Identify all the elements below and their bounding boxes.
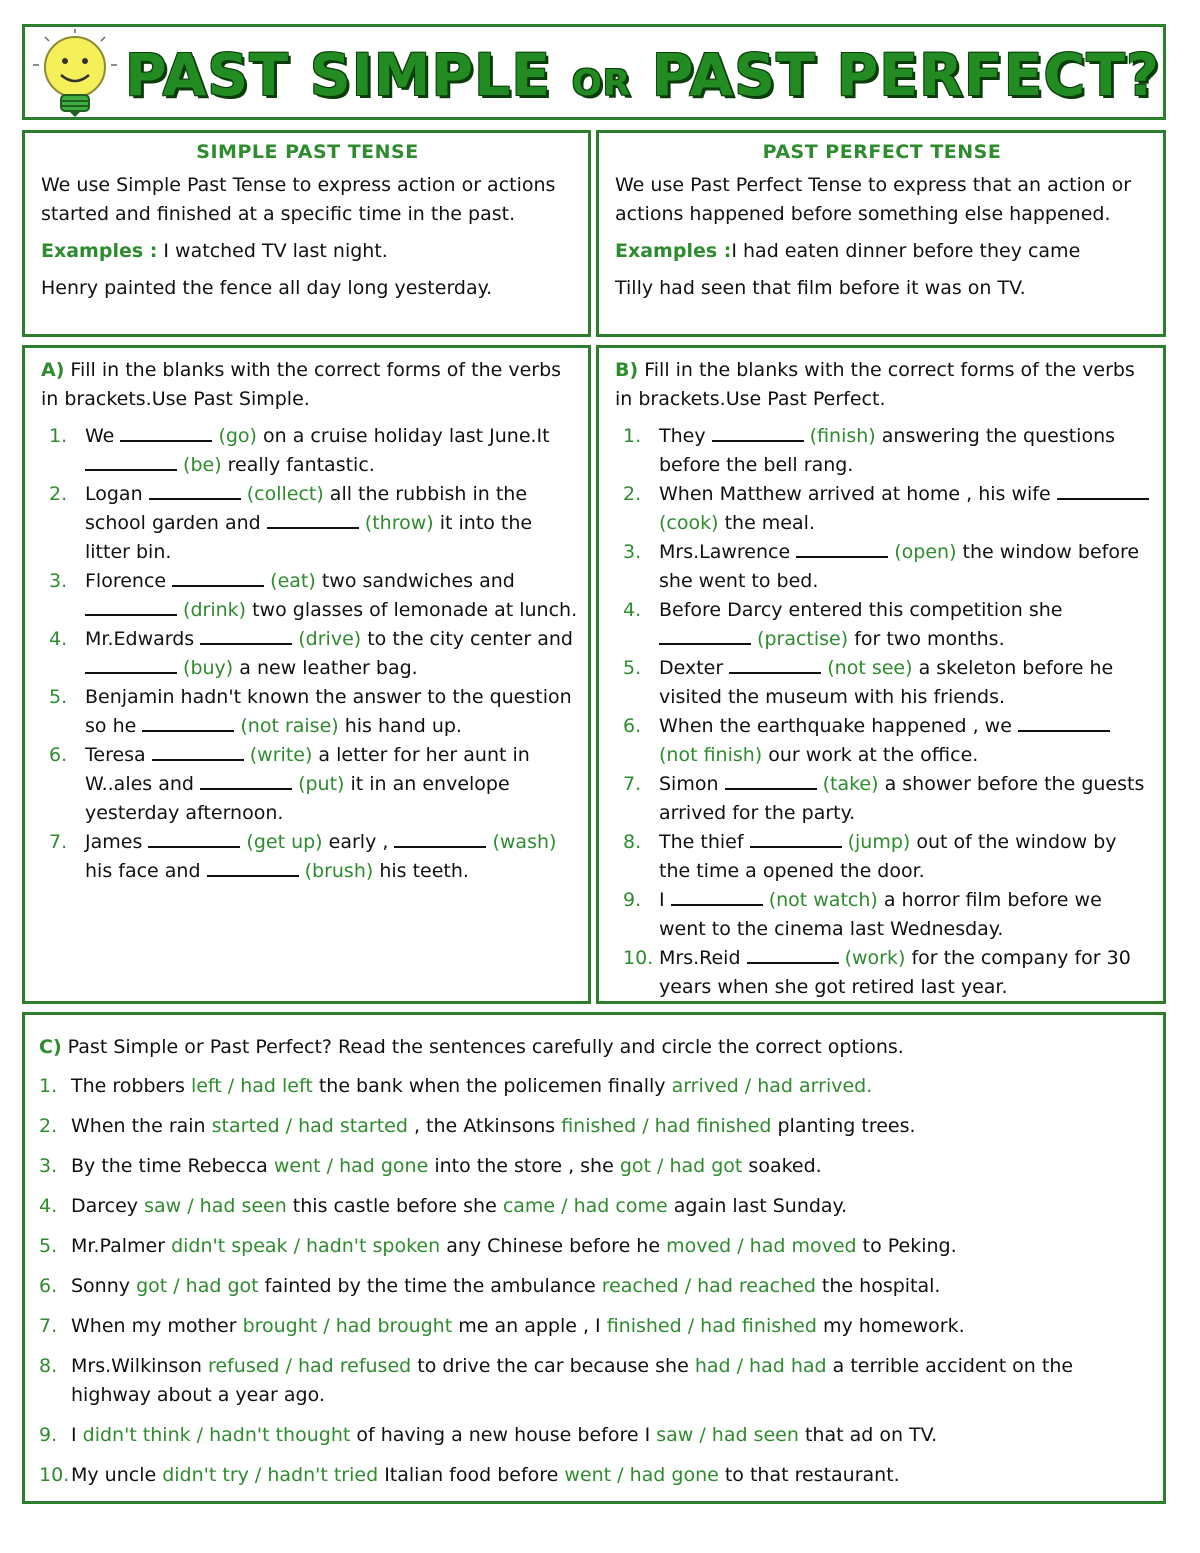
sentence-text: Italian food before bbox=[378, 1464, 565, 1486]
item-number: 4. bbox=[49, 628, 68, 650]
exb-item bbox=[615, 596, 1153, 654]
verb-hint: (eat) bbox=[264, 570, 316, 592]
sentence-text: it into the litter bin. bbox=[85, 512, 533, 563]
exercise-c-instruction: C) Past Simple or Past Perfect? Read the sentences carefully and circle the correct options. bbox=[39, 1036, 904, 1058]
answer-blank[interactable] bbox=[172, 567, 264, 587]
sentence-text: a horror film before we went to the cinema last Wednesday. bbox=[659, 889, 1102, 940]
verb-options[interactable]: finished / had finished bbox=[561, 1115, 772, 1137]
exa-item bbox=[41, 625, 578, 683]
answer-blank[interactable] bbox=[712, 422, 804, 442]
verb-options[interactable]: got / had got bbox=[619, 1155, 743, 1177]
item-number: 8. bbox=[39, 1355, 58, 1377]
answer-blank[interactable] bbox=[85, 654, 177, 674]
verb-hint: (collect) bbox=[240, 483, 324, 505]
sentence-text: it in an envelope yesterday afternoon. bbox=[85, 773, 510, 824]
answer-blank[interactable] bbox=[85, 451, 177, 471]
page-title: PAST SIMPLE OR PAST PERFECT? bbox=[125, 41, 1160, 109]
verb-hint: (cook) bbox=[659, 512, 719, 534]
sentence-text: out of the window by the time a opened the door. bbox=[659, 831, 1117, 882]
sentence-text: Sonny bbox=[71, 1275, 137, 1297]
verb-options[interactable]: left / had left bbox=[190, 1075, 313, 1097]
sentence-text: planting trees. bbox=[771, 1115, 916, 1137]
verb-options[interactable]: started / had started bbox=[211, 1115, 408, 1137]
item-number: 5. bbox=[49, 686, 68, 708]
verb-options[interactable]: went / had gone bbox=[564, 1464, 719, 1486]
sentence-text: a shower before the guests arrived for the party. bbox=[659, 773, 1145, 824]
sentence-text: Logan bbox=[85, 483, 149, 505]
sentence-text: to drive the car because she bbox=[411, 1355, 695, 1377]
verb-options[interactable]: finished / had finished bbox=[606, 1315, 817, 1337]
verb-hint: (jump) bbox=[841, 831, 911, 853]
sentence-text: When the rain bbox=[71, 1115, 212, 1137]
answer-blank[interactable] bbox=[750, 828, 842, 848]
sentence-text: me an apple , I bbox=[452, 1315, 607, 1337]
exc-item bbox=[39, 1152, 1151, 1181]
verb-options[interactable]: saw / had seen bbox=[656, 1424, 799, 1446]
item-number: 4. bbox=[39, 1195, 58, 1217]
answer-blank[interactable] bbox=[796, 538, 888, 558]
simple-past-example-2: Henry painted the fence all day long yesterday. bbox=[41, 277, 493, 299]
verb-hint: (be) bbox=[177, 454, 222, 476]
sentence-text: a letter for her aunt in W..ales and bbox=[85, 744, 530, 795]
exc-item bbox=[39, 1352, 1151, 1410]
exercise-c bbox=[22, 1012, 1166, 1504]
verb-hint: (drive) bbox=[292, 628, 362, 650]
exa-item bbox=[41, 480, 578, 567]
sentence-text: a skeleton before he visited the museum with his friends. bbox=[659, 657, 1114, 708]
item-number: 7. bbox=[49, 831, 68, 853]
sentence-text: When the earthquake happened , we bbox=[659, 715, 1018, 737]
sentence-text: Mrs.Reid bbox=[659, 947, 747, 969]
sentence-text: on a cruise holiday last June.It bbox=[256, 425, 550, 447]
past-perfect-definition bbox=[596, 130, 1166, 337]
sentence-text: the bank when the policemen finally bbox=[312, 1075, 672, 1097]
sentence-text: Mrs.Wilkinson bbox=[71, 1355, 208, 1377]
verb-hint: (brush) bbox=[298, 860, 374, 882]
verb-hint: (practise) bbox=[751, 628, 849, 650]
verb-options[interactable]: reached / had reached bbox=[601, 1275, 816, 1297]
sentence-text: his face and bbox=[85, 860, 207, 882]
exb-item bbox=[615, 654, 1153, 712]
exc-item bbox=[39, 1232, 1151, 1261]
item-number: 4. bbox=[623, 599, 642, 621]
sentence-text: Teresa bbox=[85, 744, 152, 766]
exercise-a-list bbox=[41, 422, 578, 886]
sentence-text: They bbox=[659, 425, 712, 447]
exc-item bbox=[39, 1461, 1151, 1490]
item-number: 2. bbox=[49, 483, 68, 505]
title-banner bbox=[22, 24, 1166, 120]
exa-item bbox=[41, 741, 578, 828]
exa-item bbox=[41, 828, 578, 886]
verb-options[interactable]: had / had had bbox=[694, 1355, 827, 1377]
answer-blank[interactable] bbox=[142, 712, 234, 732]
exercise-a bbox=[22, 345, 591, 1004]
item-number: 7. bbox=[39, 1315, 58, 1337]
sentence-text: Mrs.Lawrence bbox=[659, 541, 797, 563]
sentence-text: The robbers bbox=[71, 1075, 191, 1097]
sentence-text: the hospital. bbox=[815, 1275, 941, 1297]
sentence-text: all the rubbish in the school garden and bbox=[85, 483, 528, 534]
sentence-text: the meal. bbox=[718, 512, 815, 534]
lightbulb-icon bbox=[31, 29, 119, 119]
item-number: 10. bbox=[623, 947, 654, 969]
item-number: 1. bbox=[623, 425, 642, 447]
verb-options[interactable]: moved / had moved bbox=[666, 1235, 857, 1257]
verb-hint: (get up) bbox=[240, 831, 323, 853]
exc-item bbox=[39, 1072, 1151, 1101]
sentence-text: Before Darcy entered this competition she bbox=[659, 599, 1063, 621]
exb-item bbox=[615, 712, 1153, 770]
verb-hint: (not finish) bbox=[659, 744, 763, 766]
answer-blank[interactable] bbox=[747, 944, 839, 964]
exercise-c-list bbox=[39, 1072, 1151, 1490]
verb-options[interactable]: got / had got bbox=[136, 1275, 259, 1297]
sentence-text: this castle before she bbox=[286, 1195, 503, 1217]
answer-blank[interactable] bbox=[394, 828, 486, 848]
item-number: 3. bbox=[49, 570, 68, 592]
answer-blank[interactable] bbox=[267, 509, 359, 529]
verb-options[interactable]: came / had come bbox=[502, 1195, 668, 1217]
sentence-text: early , bbox=[322, 831, 395, 853]
exa-item bbox=[41, 567, 578, 625]
sentence-text: any Chinese before he bbox=[440, 1235, 667, 1257]
answer-blank[interactable] bbox=[725, 770, 817, 790]
past-perfect-definition-text: We use Past Perfect Tense to express that an action or actions happened before something else happened. bbox=[615, 174, 1132, 225]
sentence-text: to the city center and bbox=[361, 628, 573, 650]
item-number: 3. bbox=[623, 541, 642, 563]
answer-blank[interactable] bbox=[1018, 712, 1110, 732]
answer-blank[interactable] bbox=[671, 886, 763, 906]
verb-hint: (put) bbox=[292, 773, 345, 795]
answer-blank[interactable] bbox=[152, 741, 244, 761]
sentence-text: Mr.Palmer bbox=[71, 1235, 172, 1257]
item-number: 9. bbox=[623, 889, 642, 911]
item-number: 5. bbox=[623, 657, 642, 679]
sentence-text: for two months. bbox=[848, 628, 1005, 650]
answer-blank[interactable] bbox=[200, 770, 292, 790]
exb-item bbox=[615, 828, 1153, 886]
sentence-text: The thief bbox=[659, 831, 750, 853]
sentence-text: Dexter bbox=[659, 657, 730, 679]
verb-options[interactable]: refused / had refused bbox=[208, 1355, 412, 1377]
answer-blank[interactable] bbox=[120, 422, 212, 442]
exb-item bbox=[615, 944, 1153, 1002]
sentence-text: answering the questions before the bell rang. bbox=[659, 425, 1116, 476]
sentence-text: My uncle bbox=[71, 1464, 163, 1486]
exc-item bbox=[39, 1272, 1151, 1301]
exc-item bbox=[39, 1192, 1151, 1221]
sentence-text: to that restaurant. bbox=[718, 1464, 900, 1486]
verb-options[interactable]: didn't try / hadn't tried bbox=[162, 1464, 379, 1486]
sentence-text: his teeth. bbox=[373, 860, 469, 882]
answer-blank[interactable] bbox=[149, 480, 241, 500]
verb-options[interactable]: saw / had seen bbox=[144, 1195, 287, 1217]
sentence-text: his hand up. bbox=[338, 715, 462, 737]
sentence-text: , the Atkinsons bbox=[407, 1115, 562, 1137]
item-number: 2. bbox=[39, 1115, 58, 1137]
exercise-a-instruction: A) Fill in the blanks with the correct forms of the verbs in brackets.Use Past Simple. bbox=[41, 359, 562, 410]
simple-past-example-1: Examples : I watched TV last night. bbox=[41, 240, 388, 262]
item-number: 1. bbox=[39, 1075, 58, 1097]
verb-hint: (buy) bbox=[177, 657, 234, 679]
verb-options[interactable]: didn't think / hadn't thought bbox=[82, 1424, 351, 1446]
sentence-text: my homework. bbox=[816, 1315, 965, 1337]
verb-options[interactable]: went / had gone bbox=[273, 1155, 429, 1177]
verb-options[interactable]: arrived / had arrived. bbox=[671, 1075, 873, 1097]
item-number: 6. bbox=[39, 1275, 58, 1297]
exercise-b bbox=[596, 345, 1166, 1004]
verb-hint: (not raise) bbox=[234, 715, 339, 737]
sentence-text: to Peking. bbox=[856, 1235, 957, 1257]
exb-item bbox=[615, 886, 1153, 944]
item-number: 6. bbox=[49, 744, 68, 766]
verb-hint: (go) bbox=[212, 425, 257, 447]
simple-past-heading: SIMPLE PAST TENSE bbox=[196, 141, 419, 163]
sentence-text: again last Sunday. bbox=[667, 1195, 848, 1217]
exc-item bbox=[39, 1421, 1151, 1450]
sentence-text: really fantastic. bbox=[221, 454, 375, 476]
item-number: 8. bbox=[623, 831, 642, 853]
sentence-text: Darcey bbox=[71, 1195, 145, 1217]
sentence-text: Benjamin hadn't known the answer to the question so he bbox=[85, 686, 572, 737]
item-number: 5. bbox=[39, 1235, 58, 1257]
past-perfect-example-1: Examples :I had eaten dinner before they came bbox=[615, 240, 1081, 262]
past-perfect-heading: PAST PERFECT TENSE bbox=[762, 141, 1002, 163]
simple-past-definition-text: We use Simple Past Tense to express action or actions started and finished at a specific time in the past. bbox=[41, 174, 556, 225]
sentence-text: of having a new house before I bbox=[350, 1424, 657, 1446]
sentence-text: two sandwiches and bbox=[315, 570, 515, 592]
verb-hint: (not see) bbox=[821, 657, 913, 679]
sentence-text: When Matthew arrived at home , his wife bbox=[659, 483, 1057, 505]
past-perfect-example-2: Tilly had seen that film before it was on TV. bbox=[615, 277, 1026, 299]
sentence-text: James bbox=[85, 831, 149, 853]
verb-hint: (work) bbox=[838, 947, 906, 969]
verb-options[interactable]: didn't speak / hadn't spoken bbox=[171, 1235, 441, 1257]
verb-hint: (drink) bbox=[177, 599, 247, 621]
sentence-text: I bbox=[71, 1424, 83, 1446]
sentence-text: Simon bbox=[659, 773, 725, 795]
answer-blank[interactable] bbox=[659, 625, 751, 645]
answer-blank[interactable] bbox=[200, 625, 292, 645]
exercise-b-instruction: B) Fill in the blanks with the correct forms of the verbs in brackets.Use Past Perfect. bbox=[615, 359, 1135, 410]
sentence-text: a new leather bag. bbox=[233, 657, 418, 679]
exb-item bbox=[615, 538, 1153, 596]
verb-hint: (finish) bbox=[803, 425, 876, 447]
verb-hint: (wash) bbox=[486, 831, 557, 853]
sentence-text: the window before she went to bed. bbox=[659, 541, 1140, 592]
exb-item bbox=[615, 770, 1153, 828]
verb-hint: (open) bbox=[888, 541, 957, 563]
item-number: 9. bbox=[39, 1424, 58, 1446]
exc-item bbox=[39, 1312, 1151, 1341]
answer-blank[interactable] bbox=[729, 654, 821, 674]
item-number: 2. bbox=[623, 483, 642, 505]
sentence-text: for the company for 30 years when she got retired last year. bbox=[659, 947, 1131, 998]
sentence-text: a terrible accident on the highway about a year ago. bbox=[71, 1355, 1074, 1406]
sentence-text: our work at the office. bbox=[762, 744, 979, 766]
verb-hint: (throw) bbox=[358, 512, 434, 534]
sentence-text: fainted by the time the ambulance bbox=[258, 1275, 602, 1297]
verb-hint: (take) bbox=[816, 773, 879, 795]
sentence-text: into the store , she bbox=[428, 1155, 620, 1177]
sentence-text: soaked. bbox=[742, 1155, 822, 1177]
verb-options[interactable]: brought / had brought bbox=[242, 1315, 453, 1337]
item-number: 10. bbox=[39, 1464, 70, 1486]
item-number: 6. bbox=[623, 715, 642, 737]
sentence-text: Florence bbox=[85, 570, 173, 592]
sentence-text: two glasses of lemonade at lunch. bbox=[246, 599, 578, 621]
sentence-text: Mr.Edwards bbox=[85, 628, 201, 650]
item-number: 3. bbox=[39, 1155, 58, 1177]
verb-hint: (write) bbox=[243, 744, 313, 766]
sentence-text: that ad on TV. bbox=[798, 1424, 938, 1446]
exc-item bbox=[39, 1112, 1151, 1141]
exa-item bbox=[41, 683, 578, 741]
exa-item bbox=[41, 422, 578, 480]
exb-item bbox=[615, 480, 1153, 538]
verb-hint: (not watch) bbox=[762, 889, 878, 911]
sentence-text: I bbox=[659, 889, 671, 911]
answer-blank[interactable] bbox=[1057, 480, 1149, 500]
simple-past-definition bbox=[22, 130, 591, 337]
item-number: 7. bbox=[623, 773, 642, 795]
sentence-text: We bbox=[85, 425, 121, 447]
exb-item bbox=[615, 422, 1153, 480]
item-number: 1. bbox=[49, 425, 68, 447]
sentence-text: By the time Rebecca bbox=[71, 1155, 274, 1177]
answer-blank[interactable] bbox=[85, 596, 177, 616]
exercise-b-list bbox=[615, 422, 1153, 1002]
sentence-text: When my mother bbox=[71, 1315, 243, 1337]
answer-blank[interactable] bbox=[148, 828, 240, 848]
answer-blank[interactable] bbox=[207, 857, 299, 877]
